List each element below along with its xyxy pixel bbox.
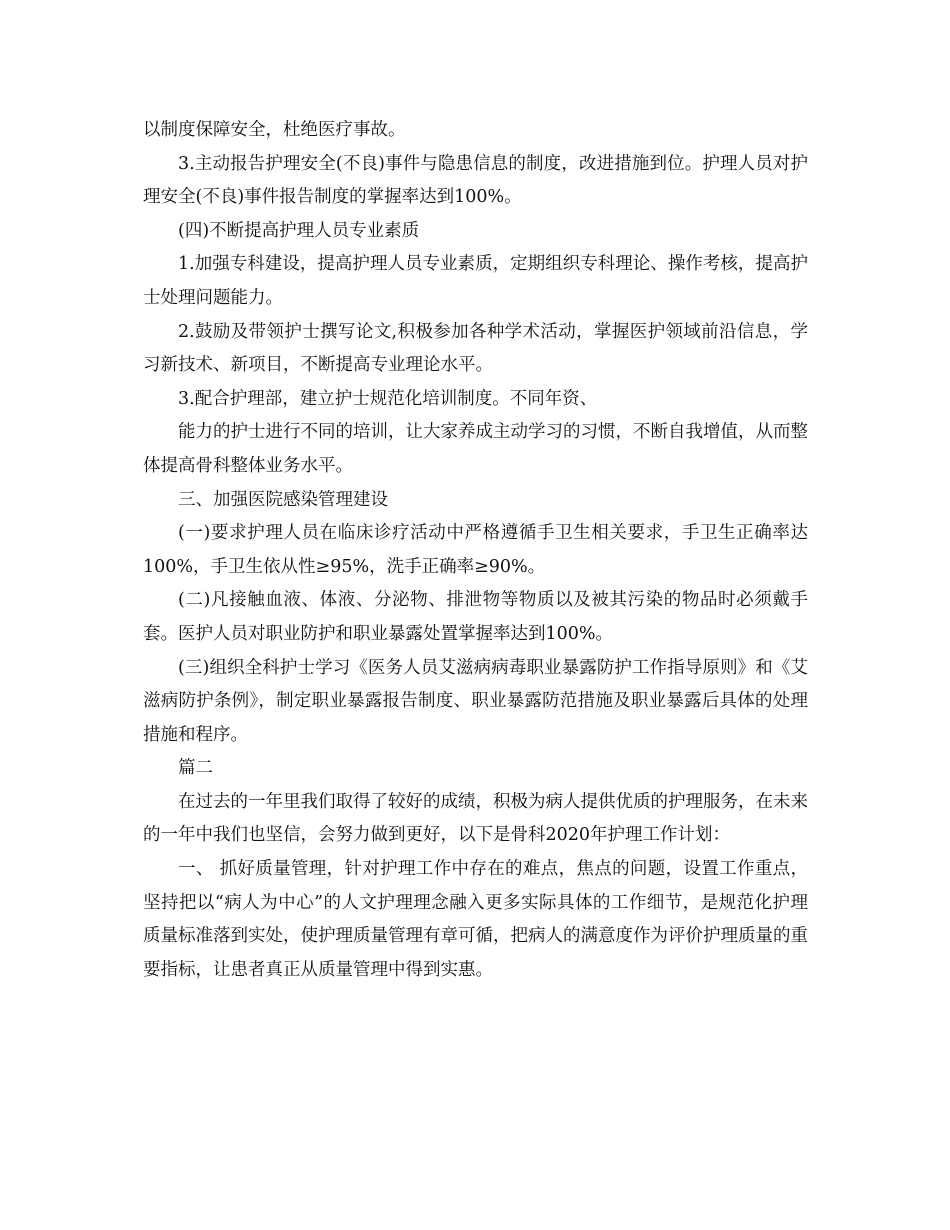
paragraph-1: 以制度保障安全，杜绝医疗事故。	[143, 120, 406, 140]
paragraph-7: 能力的护士进行不同的培训，让大家养成主动学习的习惯，不断自我增值，从而整体提高骨科整体业务水平。	[143, 422, 808, 476]
paragraph-4: 1.加强专科建设，提高护理人员专业素质，定期组织专科理论、操作考核，提高护士处理问题能力。	[143, 254, 808, 308]
paragraph-11: (三)组织全科护士学习《医务人员艾滋病病毒职业暴露防护工作指导原则》和《艾滋病防护条例》，制定职业暴露报告制度、职业暴露防范措施及职业暴露后具体的处理措施和程序。	[143, 657, 808, 745]
paragraph-14: 一、 抓好质量管理，针对护理工作中存在的难点，焦点的问题，设置工作重点，坚持把以“病人为中心”的人文护理理念融入更多实际具体的工作细节，是规范化护理质量标准落到实处，使护理质量管理有章可循，把病人的满意度作为评价护理质量的重要指标，让患者真正从质量管理中得到实惠。	[143, 859, 808, 980]
document-body	[143, 114, 808, 987]
section-heading-3: 三、加强医院感染管理建设	[178, 489, 388, 510]
section-heading-4: (四)不断提高护理人员专业素质	[178, 220, 420, 241]
chapter-heading: 篇二	[178, 758, 213, 779]
paragraph-6: 3.配合护理部，建立护士规范化培训制度。不同年资、	[178, 388, 598, 409]
paragraph-10: (二)凡接触血液、体液、分泌物、排泄物等物质以及被其污染的物品时必须戴手套。医护人员对职业防护和职业暴露处置掌握率达到100%。	[143, 590, 808, 644]
paragraph-2: 3.主动报告护理安全(不良)事件与隐患信息的制度，改进措施到位。护理人员对护理安全(不良)事件报告制度的掌握率达到100%。	[143, 153, 808, 208]
paragraph-9: (一)要求护理人员在临床诊疗活动中严格遵循手卫生相关要求，手卫生正确率达100%，手卫生依从性≥95%，洗手正确率≥90%。	[143, 523, 808, 577]
paragraph-13: 在过去的一年里我们取得了较好的成绩，积极为病人提供优质的护理服务，在未来的一年中我们也坚信，会努力做到更好，以下是骨科2020年护理工作计划：	[143, 791, 808, 846]
paragraph-5: 2.鼓励及带领护士撰写论文,积极参加各种学术活动，掌握医护领域前沿信息，学习新技术、新项目，不断提高专业理论水平。	[143, 321, 808, 376]
